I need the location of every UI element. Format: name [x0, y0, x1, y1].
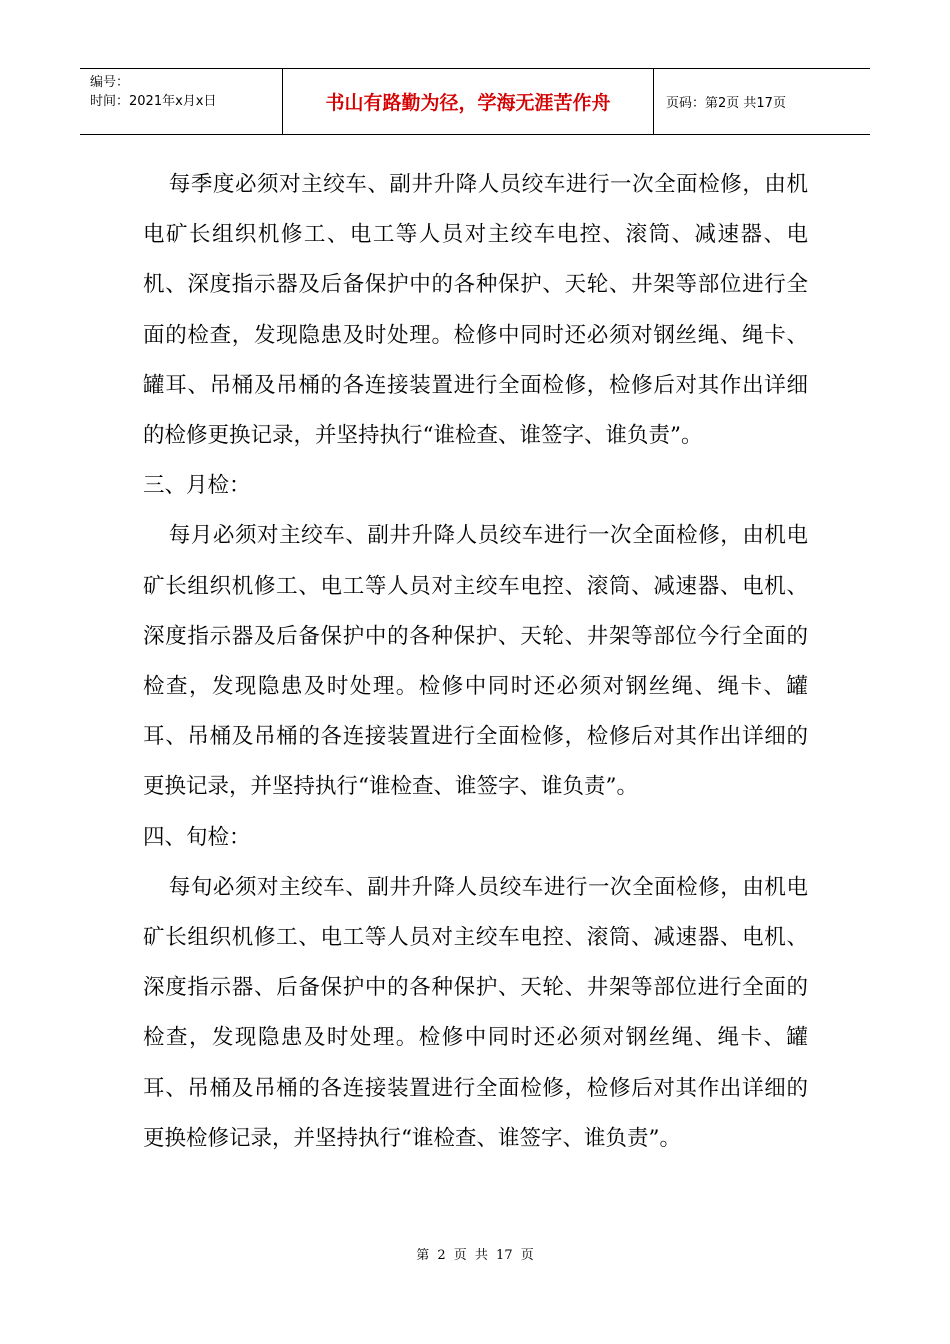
- document-body: [143, 160, 808, 1164]
- section-heading-monthly: 三、月检：: [143, 473, 251, 499]
- header-motto: 书山有路勤为径，学海无涯苦作舟: [282, 69, 654, 134]
- page-footer: 第 2 页 共 17 页: [416, 1248, 534, 1263]
- paragraph-monthly-inspection: 每月必须对主绞车、副井升降人员绞车进行一次全面检修，由机电矿长组织机修工、电工等人员对主绞车电控、滚筒、减速器、电机、深度指示器及后备保护中的各种保护、天轮、井架等部位今行全面的检查，发现隐患及时处理。检修中同时还必须对钢丝绳、绳卡、罐耳、吊桶及吊桶的各连接装置进行全面检修，检修后对其作出详细的更换记录，并坚持执行“谁检查、谁签字、谁负责”。: [143, 523, 808, 800]
- paragraph-quarterly-inspection: 每季度必须对主绞车、副井升降人员绞车进行一次全面检修，由机电矿长组织机修工、电工等人员对主绞车电控、滚筒、减速器、电机、深度指示器及后备保护中的各种保护、天轮、井架等部位进行全面的检查，发现隐患及时处理。检修中同时还必须对钢丝绳、绳卡、罐耳、吊桶及吊桶的各连接装置进行全面检修，检修后对其作出详细的检修更换记录，并坚持执行“谁检查、谁签字、谁负责”。: [143, 172, 808, 449]
- document-number-label: 编号：: [90, 75, 130, 90]
- header-page-info: 页码：第2页 共17页: [666, 96, 786, 111]
- document-date: 时间：2021年x月x日: [90, 94, 217, 109]
- section-heading-ten-day: 四、旬检：: [143, 824, 251, 850]
- header-meta: [80, 69, 282, 134]
- page-header: [80, 68, 870, 135]
- paragraph-ten-day-inspection: 每旬必须对主绞车、副井升降人员绞车进行一次全面检修，由机电矿长组织机修工、电工等人员对主绞车电控、滚筒、减速器、电机、深度指示器、后备保护中的各种保护、天轮、井架等部位进行全面的检查，发现隐患及时处理。检修中同时还必须对钢丝绳、绳卡、罐耳、吊桶及吊桶的各连接装置进行全面检修，检修后对其作出详细的更换检修记录，并坚持执行“谁检查、谁签字、谁负责”。: [143, 874, 808, 1151]
